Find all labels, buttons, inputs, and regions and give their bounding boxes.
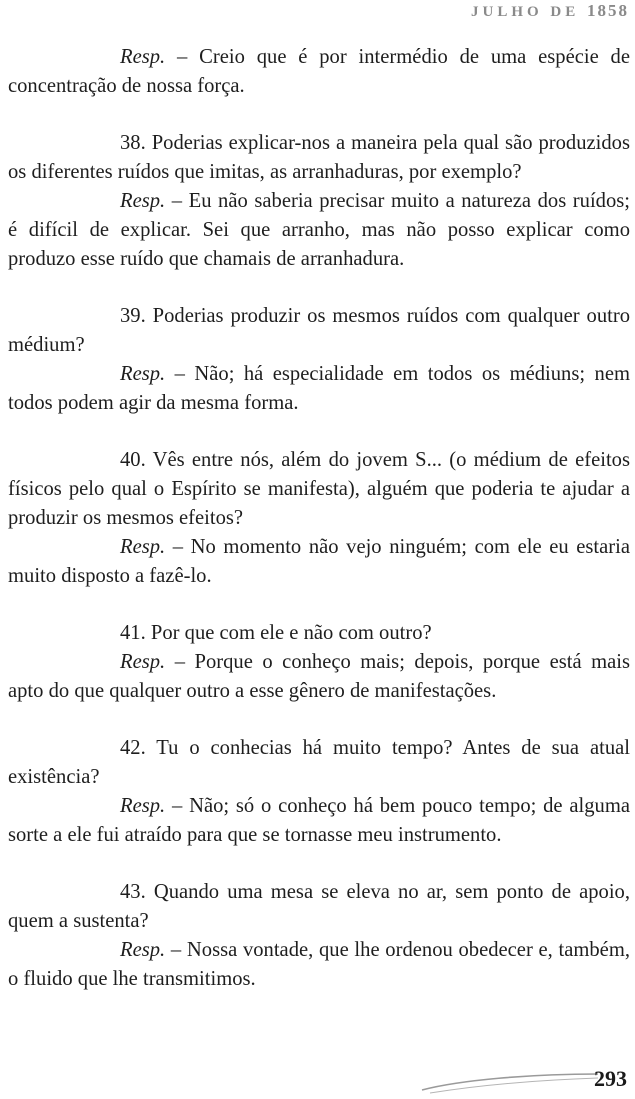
page-number: 293 — [594, 1066, 627, 1091]
answer-text: – Eu não saberia precisar muito a natureza dos ruídos; é difícil de explicar. Sei que arranho, mas não posso explicar como produzo esse ruído que chamais de arranhadura. — [8, 190, 630, 270]
answer-39 — [8, 360, 630, 418]
resp-label: Resp. — [120, 363, 166, 385]
question-43: 43. Quando uma mesa se eleva no ar, sem ponto de apoio, quem a sustenta? — [8, 881, 630, 932]
answer-42 — [8, 792, 630, 850]
answer-37 — [8, 43, 630, 101]
running-head-year: 1858 — [587, 1, 629, 20]
resp-label: Resp. — [120, 536, 166, 558]
answer-40 — [8, 533, 630, 591]
resp-label: Resp. — [120, 651, 166, 673]
question-38: 38. Poderias explicar-nos a maneira pela qual são produzidos os diferentes ruídos que imitas, as arranhaduras, por exemplo? — [8, 132, 630, 183]
answer-38 — [8, 187, 630, 274]
answer-text: – Não; há especialidade em todos os médiuns; nem todos podem agir da mesma forma. — [8, 363, 630, 414]
page-body — [8, 43, 630, 994]
resp-label: Resp. — [120, 190, 166, 212]
resp-label: Resp. — [120, 46, 166, 68]
footer-swoosh-ornament — [420, 1068, 600, 1096]
question-39: 39. Poderias produzir os mesmos ruídos com qualquer outro médium? — [8, 305, 630, 356]
answer-text: – Nossa vontade, que lhe ordenou obedecer e, também, o fluido que lhe transmitimos. — [8, 939, 630, 990]
answer-text: – Porque o conheço mais; depois, porque está mais apto do que qualquer outro a esse gênero de manifestações. — [8, 651, 630, 702]
answer-text: – Não; só o conheço há bem pouco tempo; de alguma sorte a ele fui atraído para que se tornasse meu instrumento. — [8, 795, 630, 846]
answer-text: – No momento não vejo ninguém; com ele eu estaria muito disposto a fazê-lo. — [8, 536, 630, 587]
question-40: 40. Vês entre nós, além do jovem S... (o médium de efeitos físicos pelo qual o Espírito se manifesta), alguém que poderia te ajudar a produzir os mesmos efeitos? — [8, 449, 630, 529]
answer-41 — [8, 648, 630, 706]
question-41: 41. Por que com ele e não com outro? — [120, 622, 432, 644]
answer-43 — [8, 936, 630, 994]
running-head — [471, 1, 629, 21]
answer-text: – Creio que é por intermédio de uma espécie de concentração de nossa força. — [8, 46, 630, 97]
resp-label: Resp. — [120, 939, 166, 961]
running-head-title: JULHO DE — [470, 4, 580, 20]
resp-label: Resp. — [120, 795, 166, 817]
question-42: 42. Tu o conhecias há muito tempo? Antes de sua atual existência? — [8, 737, 630, 788]
